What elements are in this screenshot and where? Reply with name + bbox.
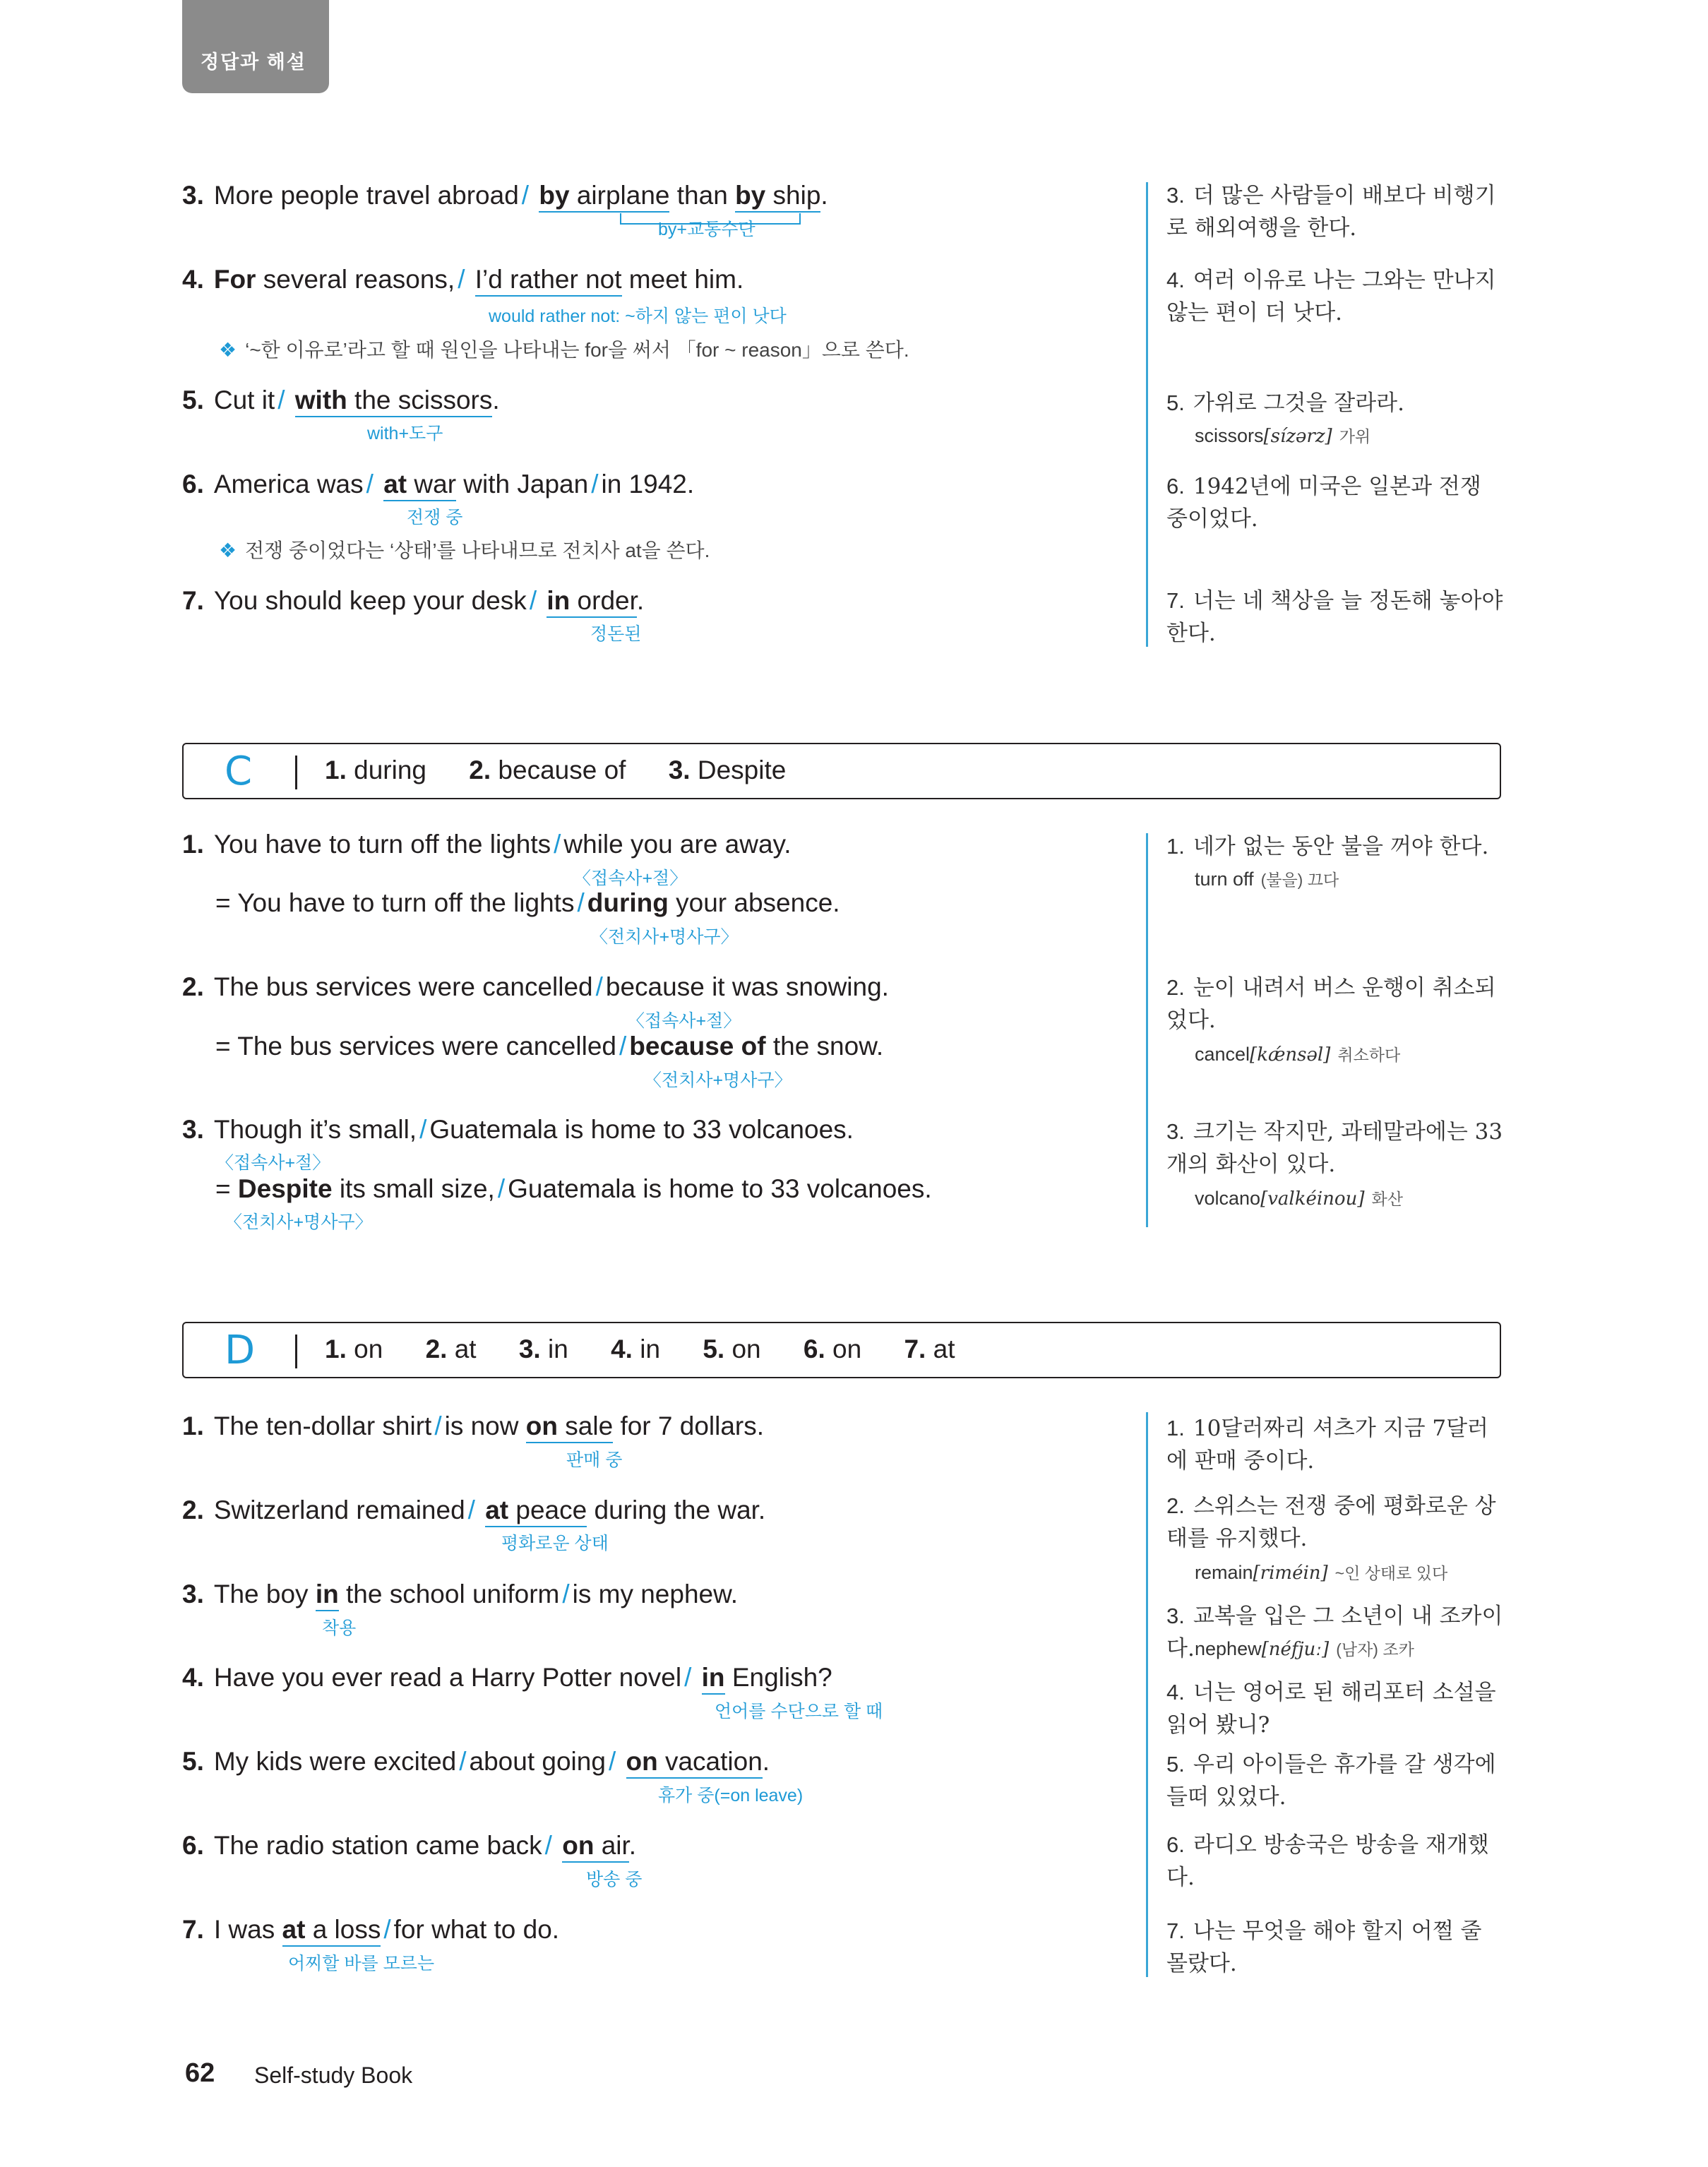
note-d2: 평화로운 상태	[501, 1534, 609, 1553]
sentence-c1: 1. You have to turn off the lights / while you are away.	[182, 830, 792, 859]
sentence-d7: 7. I was at a loss / for what to do.	[182, 1914, 559, 1945]
translation-b6: 6. 1942년에 미국은 일본과 전쟁 중이었다.	[1166, 474, 1481, 532]
section-letter-d: D	[225, 1327, 256, 1373]
note-d4: 언어를 수단으로 할 때	[715, 1702, 883, 1721]
answers-d: 1. on 2. at 3. in 4. in 5. on 6. on 7. at	[325, 1335, 955, 1363]
sentence-b7: 7. You should keep your desk / in order.	[182, 585, 644, 616]
sentence-d4: 4. Have you ever read a Harry Potter novel / in English?	[182, 1662, 832, 1693]
note-d5: 휴가 중(=on leave)	[658, 1786, 804, 1805]
sentence-c1-rewrite: = You have to turn off the lights / during your absence.	[215, 888, 840, 917]
translation-b4: 4. 여러 이유로 나는 그와는 만나지 않는 편이 더 낫다.	[1166, 268, 1496, 326]
translation-d5: 5. 우리 아이들은 휴가를 갈 생각에 들떠 있었다.	[1166, 1752, 1496, 1810]
answers-c: 1. during 2. because of 3. Despite	[325, 756, 787, 784]
note-c2a: 〈접속사+절〉	[627, 1011, 741, 1031]
sentence-c2-rewrite: = The bus services were cancelled / because of the snow.	[215, 1032, 884, 1061]
translation-d2: 2. 스위스는 전쟁 중에 평화로운 상태를 유지했다.	[1166, 1493, 1496, 1551]
sentence-c3: 3. Though it’s small, / Guatemala is home to 33 volcanoes.	[182, 1115, 854, 1144]
sentence-b4: 4. For several reasons, / I’d rather not meet him.	[182, 264, 743, 295]
note-b7: 정돈된	[590, 624, 642, 644]
answer-box-d	[182, 1322, 1501, 1378]
note-d3: 착용	[322, 1618, 357, 1638]
note-c1a: 〈접속사+절〉	[573, 868, 688, 888]
translation-c1: 1. 네가 없는 동안 불을 꺼야 한다.	[1166, 834, 1489, 859]
gloss-c2: cancel[kǽnsəl] 취소하다	[1195, 1044, 1401, 1065]
note-c3a: 〈접속사+절〉	[216, 1153, 330, 1173]
note-b6: 전쟁 중	[407, 508, 463, 527]
answer-box-c	[182, 743, 1501, 799]
gloss-d3: nephew[néfjuː] (남자) 조카	[1195, 1638, 1414, 1660]
sentence-d6: 6. The radio station came back / on air.	[182, 1830, 636, 1861]
translation-d1: 1. 10달러짜리 셔츠가 지금 7달러에 판매 중이다.	[1166, 1416, 1488, 1474]
sentence-b3: 3. More people travel abroad / by airplane than by ship.	[182, 180, 828, 211]
sentence-c3-rewrite: = Despite its small size, / Guatemala is home to 33 volcanoes.	[215, 1174, 932, 1203]
translation-b3: 3. 더 많은 사람들이 배보다 비행기로 해외여행을 한다.	[1166, 183, 1496, 241]
note-b5: with+도구	[367, 424, 443, 443]
gloss-b5: scissors[sízərz] 가위	[1195, 425, 1371, 447]
translation-c2: 2. 눈이 내려서 버스 운행이 취소되었다.	[1166, 975, 1496, 1033]
sentence-c2: 2. The bus services were cancelled / because it was snowing.	[182, 972, 889, 1001]
translation-b5: 5. 가위로 그것을 잘라라.	[1166, 390, 1404, 416]
page-number: 62	[185, 2058, 215, 2088]
note-c2b: 〈전치사+명사구〉	[644, 1070, 792, 1090]
translation-d4: 4. 너는 영어로 된 해리포터 소설을 읽어 봤니?	[1166, 1680, 1496, 1738]
note-d1: 판매 중	[566, 1450, 623, 1470]
section-tab-label: 정답과 해설	[201, 52, 306, 73]
gloss-c1: turn off (불을) 끄다	[1195, 868, 1339, 890]
note-c1b: 〈전치사+명사구〉	[590, 927, 739, 947]
divider	[295, 756, 297, 789]
gloss-d2: remain[riméin] ~인 상태로 있다	[1195, 1562, 1448, 1584]
translation-b7: 7. 너는 네 책상을 늘 정돈해 놓아야 한다.	[1166, 588, 1503, 646]
divider	[295, 1335, 297, 1368]
tip-b4: ❖ ‘~한 이유로’라고 할 때 원인을 나타내는 for을 써서 「for ~ reason」으로 쓴다.	[219, 339, 909, 361]
column-divider	[1146, 1412, 1148, 1977]
sentence-b6: 6. America was / at war with Japan / in 1942.	[182, 469, 694, 500]
note-d6: 방송 중	[586, 1870, 643, 1890]
note-d7: 어찌할 바를 모르는	[288, 1954, 435, 1974]
sentence-d2: 2. Switzerland remained / at peace during the war.	[182, 1495, 765, 1526]
gloss-c3: volcano[valkéinou] 화산	[1195, 1188, 1403, 1210]
column-divider	[1146, 833, 1148, 1227]
note-b3: by+교통수단	[658, 220, 756, 239]
tip-b6: ❖ 전쟁 중이었다는 ‘상태’를 나타내므로 전치사 at을 쓴다.	[219, 539, 710, 561]
sentence-d3: 3. The boy in the school uniform / is my nephew.	[182, 1579, 738, 1610]
note-c3b: 〈전치사+명사구〉	[225, 1212, 373, 1232]
translation-c3: 3. 크기는 작지만, 과테말라에는 33개의 화산이 있다.	[1166, 1119, 1503, 1177]
translation-d3: 3. 교복을 입은 그 소년이 내 조카이다.	[1166, 1604, 1503, 1661]
sentence-b5: 5. Cut it / with the scissors.	[182, 385, 500, 416]
note-b4: would rather not: ~하지 않는 편이 낫다	[489, 306, 787, 326]
translation-d7: 7. 나는 무엇을 해야 할지 어쩔 줄 몰랐다.	[1166, 1918, 1482, 1976]
sentence-d1: 1. The ten-dollar shirt / is now on sale for 7 dollars.	[182, 1411, 764, 1442]
sentence-d5: 5. My kids were excited / about going / on vacation.	[182, 1746, 770, 1777]
translation-d6: 6. 라디오 방송국은 방송을 재개했다.	[1166, 1832, 1489, 1890]
column-divider	[1146, 182, 1148, 647]
book-title: Self-study Book	[254, 2062, 413, 2088]
section-tab	[182, 0, 329, 93]
section-letter-c: C	[225, 748, 253, 794]
